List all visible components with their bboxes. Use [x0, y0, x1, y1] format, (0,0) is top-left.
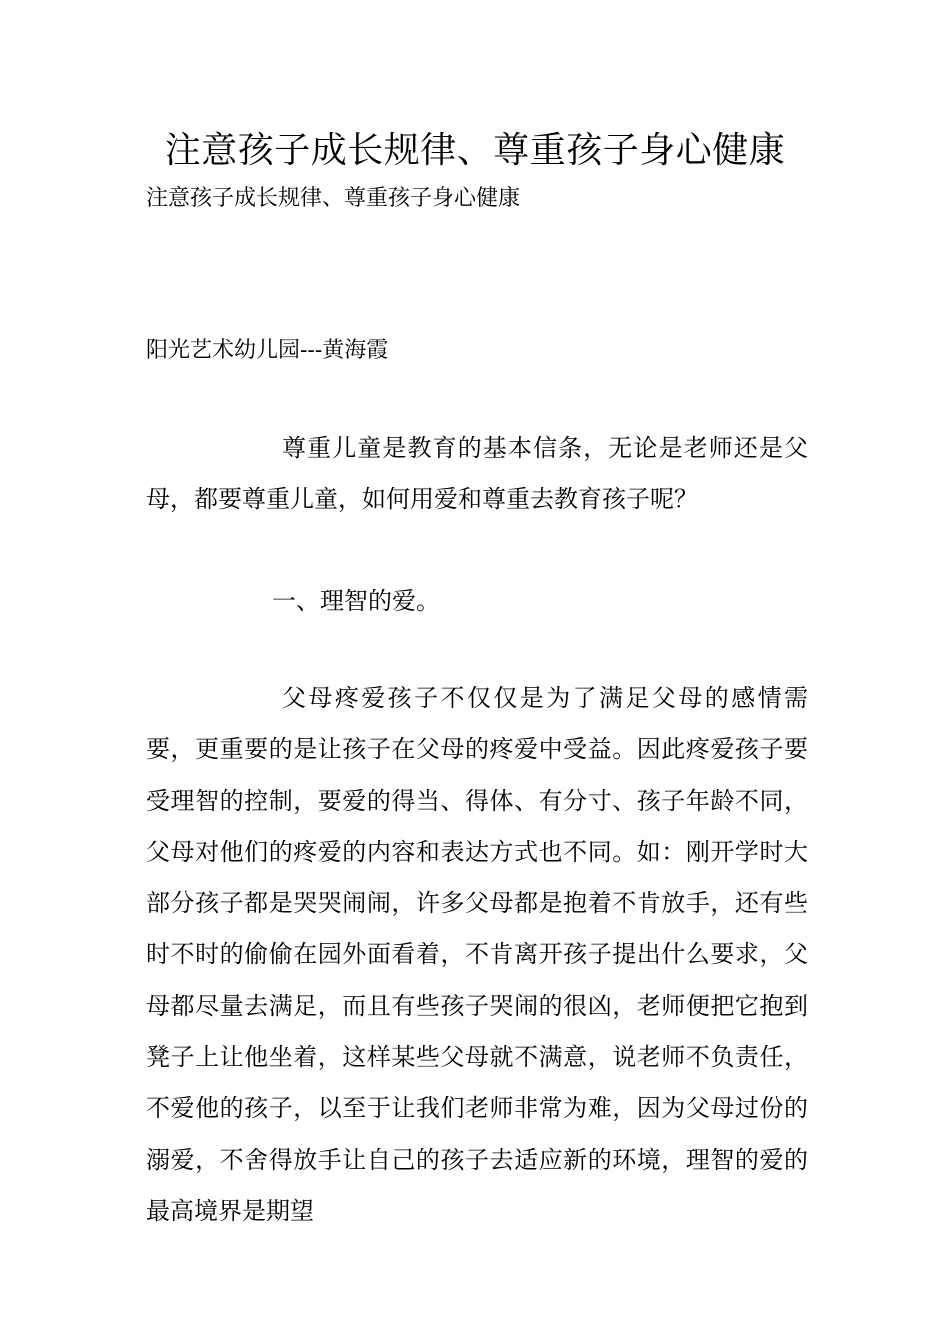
intro-paragraph: 尊重儿童是教育的基本信条，无论是老师还是父母，都要尊重儿童，如何用爱和尊重去教育孩子呢？	[146, 434, 808, 514]
section-heading: 一、理智的爱。	[272, 587, 440, 615]
document-title: 注意孩子成长规律、尊重孩子身心健康	[164, 130, 786, 171]
document-subtitle: 注意孩子成长规律、尊重孩子身心健康	[146, 186, 521, 211]
section-body-paragraph: 父母疼爱孩子不仅仅是为了满足父母的感情需要，更重要的是让孩子在父母的疼爱中受益。因此疼爱孩子要受理智的控制，要爱的得当、得体、有分寸、孩子年龄不同，父母对他们的疼爱的内容和表达方式也不同。如：刚开学时大部分孩子都是哭哭闹闹，许多父母都是抱着不肯放手，还有些时不时的偷偷在园外面看着，不肯离开孩子提出什么要求，父母都尽量去满足，而且有些孩子哭闹的很凶，老师便把它抱到凳子上让他坐着，这样某些父母就不满意，说老师不负责任，不爱他的孩子，以至于让我们老师非常为难，因为父母过份的溺爱，不舍得放手让自己的孩子去适应新的环境，理智的爱的最高境界是期望	[146, 684, 808, 1225]
author-line: 阳光艺术幼儿园---黄海霞	[146, 338, 389, 363]
